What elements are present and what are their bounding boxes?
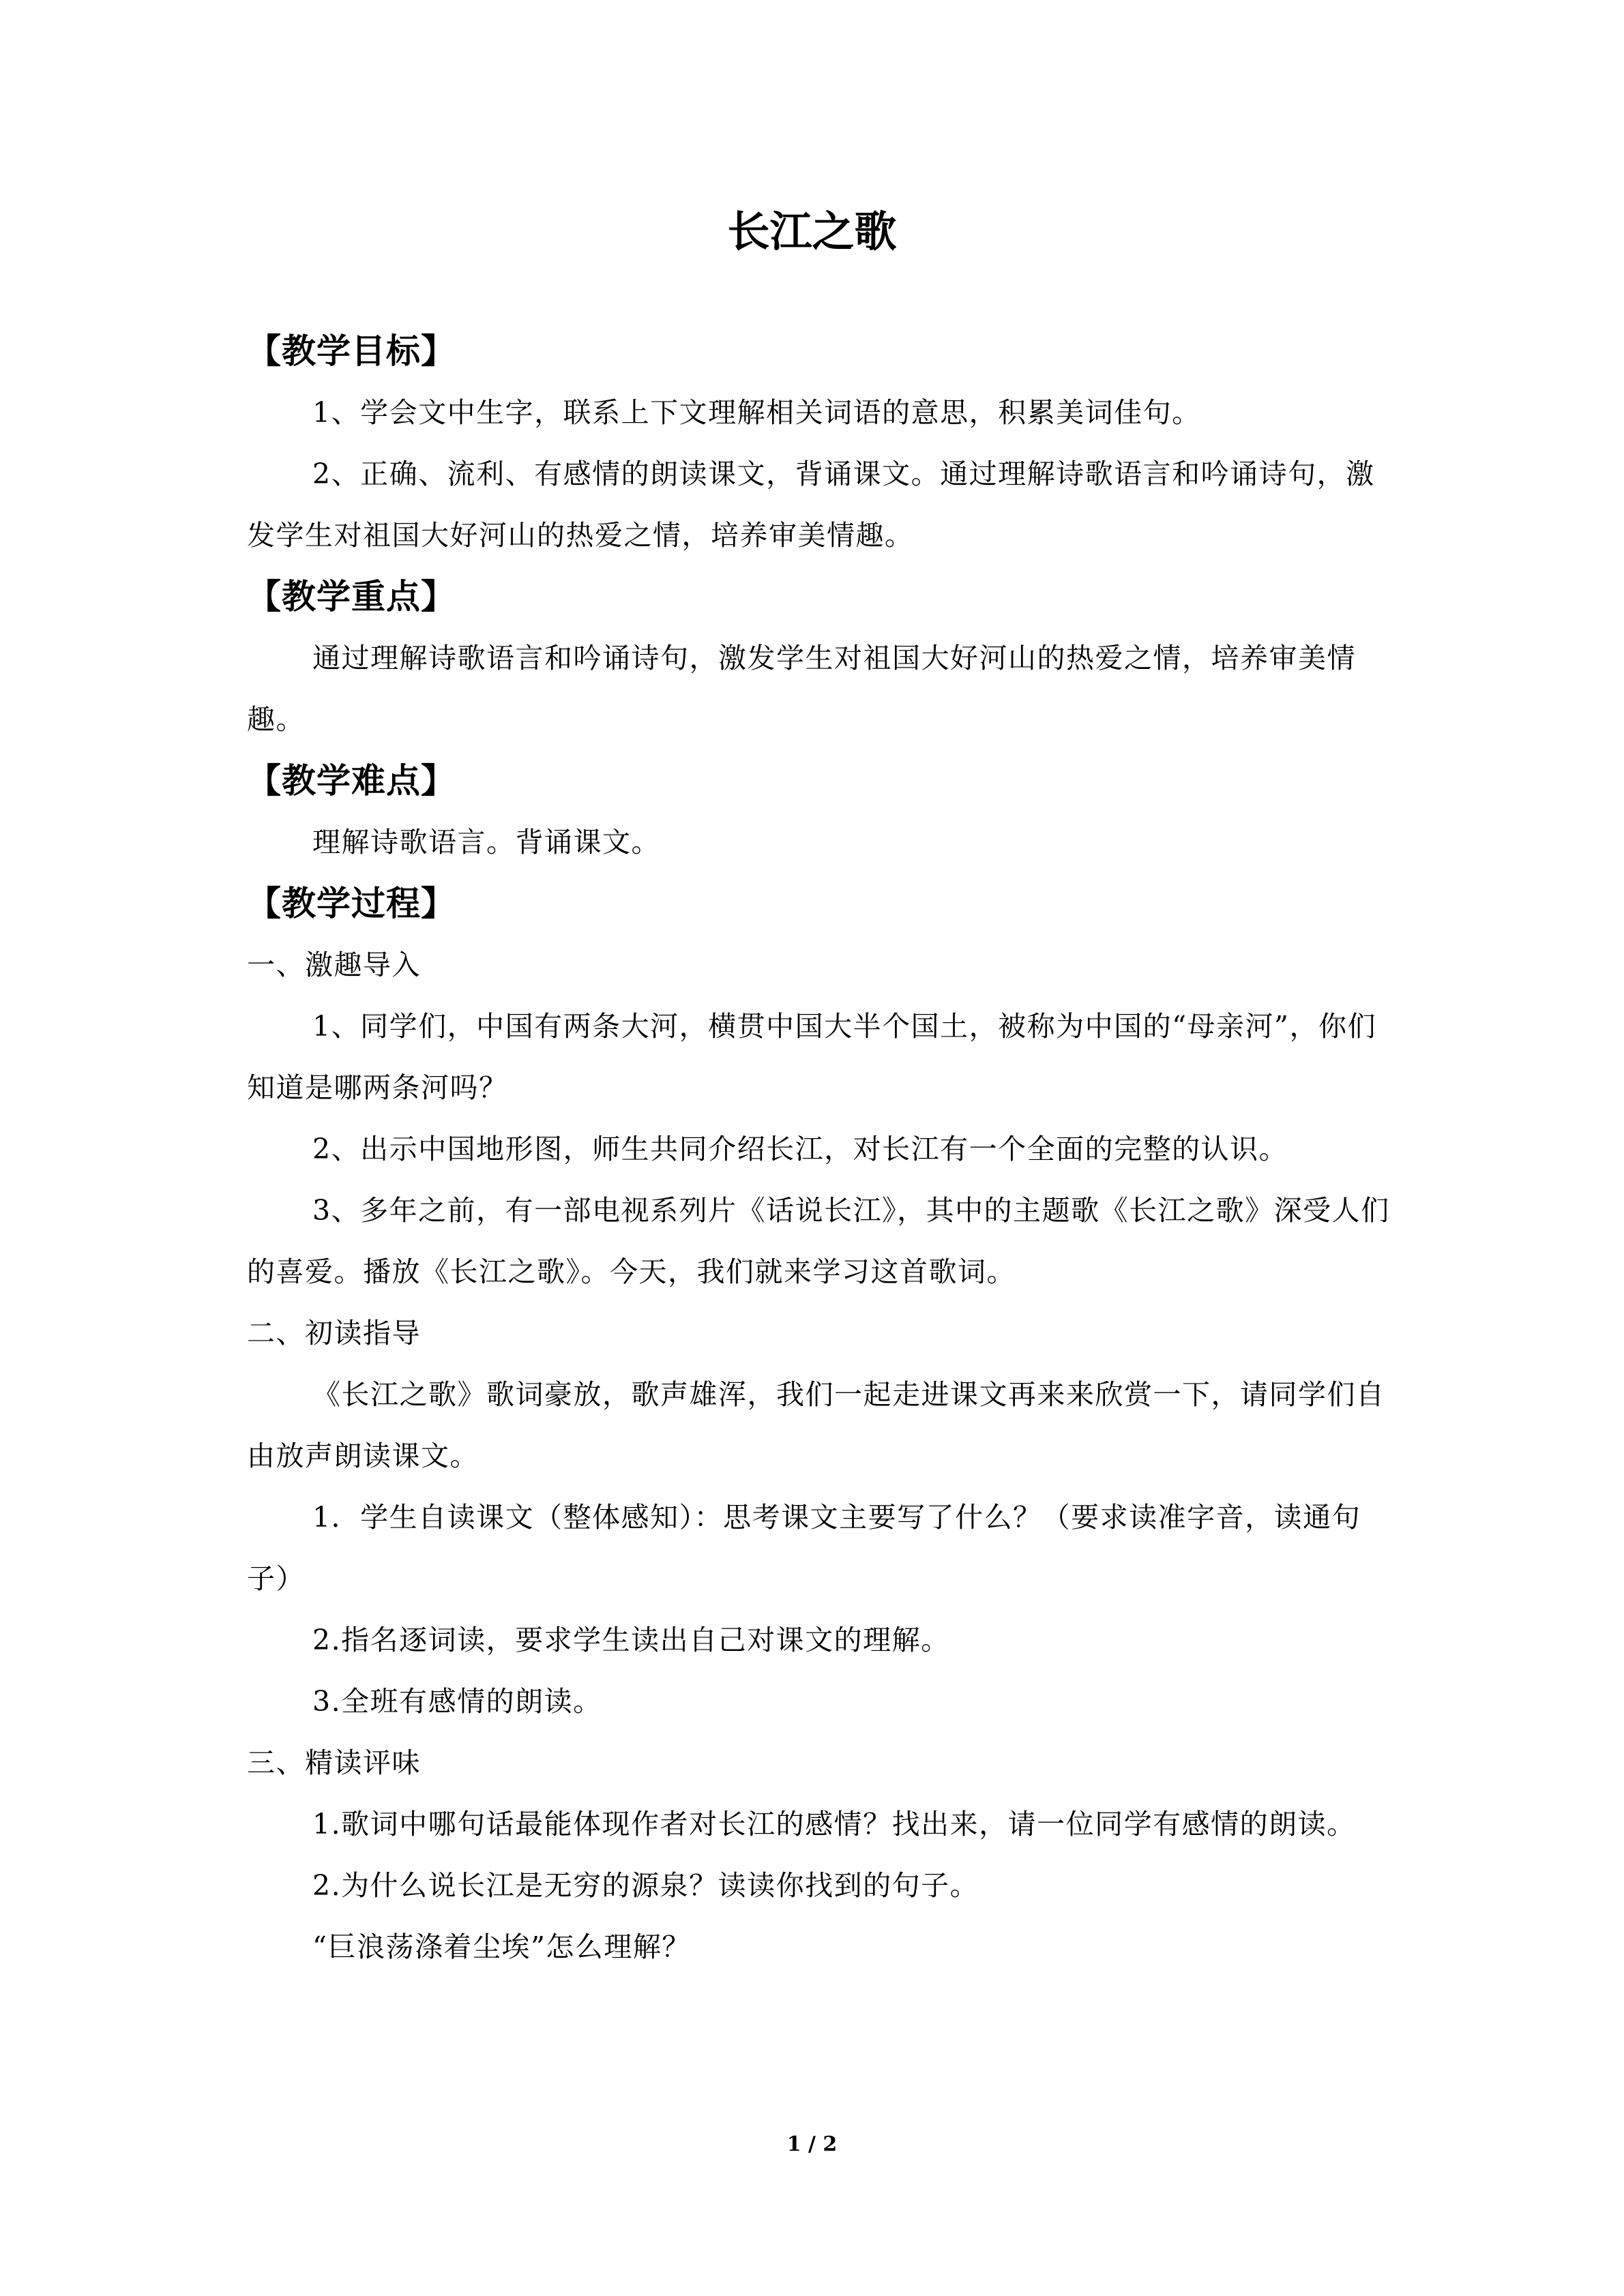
process-part-1-title: 一、激趣导入 — [247, 949, 421, 981]
section-heading-process: 【教学过程】 — [247, 884, 456, 923]
goals-item-2: 2、正确、流利、有感情的朗读课文，背诵课文。通过理解诗歌语言和吟诵诗句，激发学生对祖国大好河山的热爱之情，培养审美情趣。 — [247, 458, 1375, 552]
process-part-3-item-2: 2.为什么说长江是无穷的源泉？读读你找到的句子。 — [312, 1869, 979, 1902]
process-part-1-item-1: 1、同学们，中国有两条大河，横贯中国大半个国土，被称为中国的“母亲河”，你们知道是哪两条河吗？ — [247, 1010, 1377, 1104]
page-number: 1 / 2 — [786, 2132, 838, 2156]
section-heading-difficulties: 【教学难点】 — [247, 761, 456, 801]
process-part-2-item-2: 2.指名逐词读，要求学生读出自己对课文的理解。 — [312, 1624, 950, 1656]
process-part-3-quote: “巨浪荡涤着尘埃”怎么理解？ — [312, 1930, 691, 1963]
process-part-3-item-1: 1.歌词中哪句话最能体现作者对长江的感情？找出来，请一位同学有感情的朗读。 — [312, 1808, 1356, 1840]
document-body — [247, 320, 1393, 1978]
document-title: 长江之歌 — [727, 207, 897, 256]
process-part-2-intro: 《长江之歌》歌词豪放，歌声雄浑，我们一起走进课文再来来欣赏一下，请同学们自由放声朗读课文。 — [247, 1378, 1385, 1472]
process-part-3-title: 三、精读评味 — [247, 1746, 421, 1779]
section-heading-goals: 【教学目标】 — [247, 331, 456, 371]
process-part-2-title: 二、初读指导 — [247, 1317, 421, 1350]
goals-item-1: 1、学会文中生字，联系上下文理解相关词语的意思，积累美词佳句。 — [312, 396, 1201, 429]
process-part-2-item-1: 1．学生自读课文（整体感知）：思考课文主要写了什么？（要求读准字音，读通句子） — [247, 1501, 1361, 1595]
difficulties-text: 理解诗歌语言。背诵课文。 — [312, 826, 660, 859]
process-part-2-item-3: 3.全班有感情的朗读。 — [312, 1685, 602, 1718]
key-points-text: 通过理解诗歌语言和吟诵诗句，激发学生对祖国大好河山的热爱之情，培养审美情趣。 — [247, 642, 1356, 736]
section-heading-key-points: 【教学重点】 — [247, 577, 456, 616]
process-part-1-item-2: 2、出示中国地形图，师生共同介绍长江，对长江有一个全面的完整的认识。 — [312, 1133, 1288, 1165]
process-part-1-item-3: 3、多年之前，有一部电视系列片《话说长江》，其中的主题歌《长江之歌》深受人们的喜爱。播放《长江之歌》。今天，我们就来学习这首歌词。 — [247, 1194, 1390, 1288]
